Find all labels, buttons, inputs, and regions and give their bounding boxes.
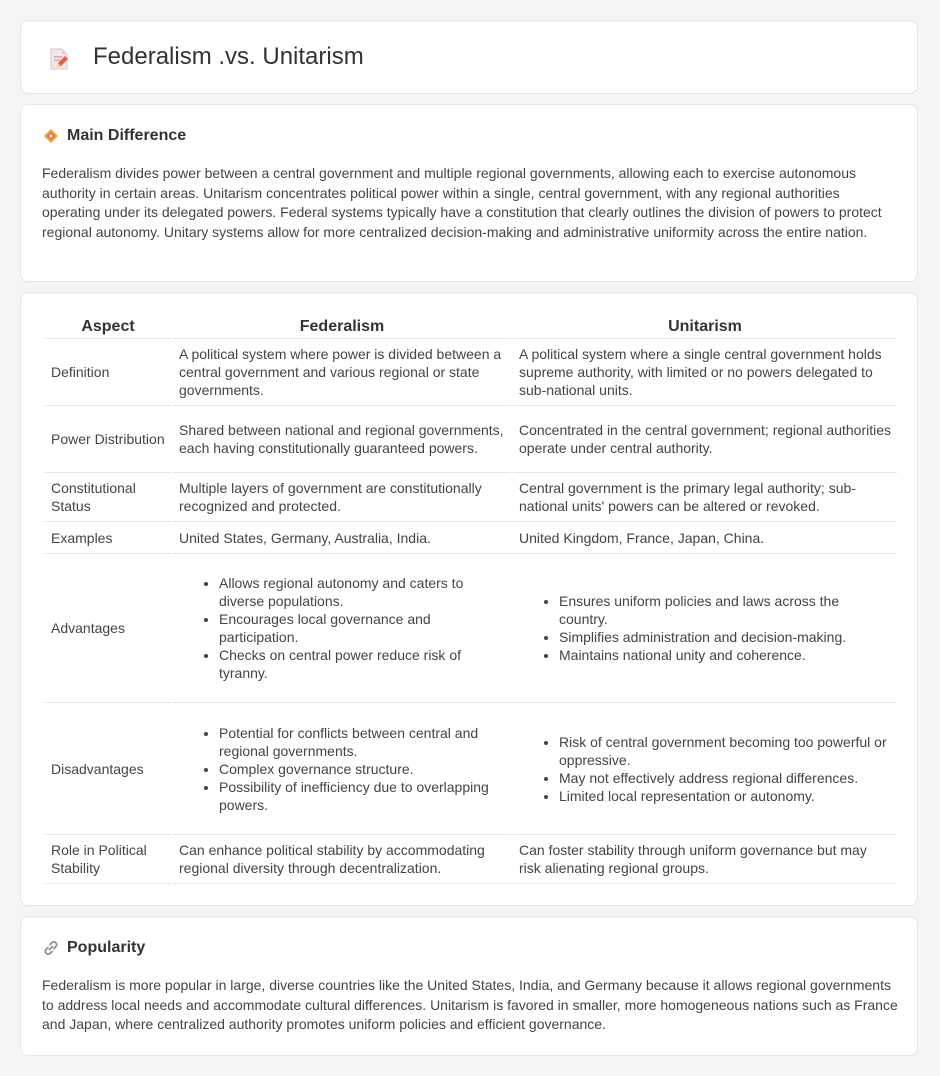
list-item: • Maintains national unity and coherence.: [559, 646, 891, 664]
list-item: • Encourages local governance and participation.: [219, 610, 505, 646]
table-header-row: [45, 316, 897, 339]
row-aspect: Examples: [45, 522, 171, 554]
unitarism-disadvantages-list: [519, 733, 891, 805]
header-federalism: Federalism: [173, 316, 511, 339]
row-aspect: Constitutional Status: [45, 473, 171, 522]
popularity-card: [20, 916, 918, 1056]
table-row-examples: [45, 522, 897, 554]
row-unitarism: Central government is the primary legal authority; sub-national units' powers can be altered or revoked.: [513, 473, 897, 522]
list-item: • Simplifies administration and decision-making.: [559, 628, 891, 646]
row-federalism: Can enhance political stability by accommodating regional diversity through decentralization.: [173, 835, 511, 884]
comparison-table: [43, 316, 899, 884]
row-unitarism: [513, 703, 897, 835]
row-aspect: Definition: [45, 339, 171, 406]
header-aspect: Aspect: [45, 316, 171, 339]
document-edit-icon: [47, 47, 71, 71]
row-federalism: United States, Germany, Australia, India.: [173, 522, 511, 554]
page-title: Federalism .vs. Unitarism: [93, 43, 364, 70]
list-item: • Limited local representation or autonomy.: [559, 787, 891, 805]
main-difference-title: Main Difference: [67, 127, 187, 144]
row-federalism: [173, 554, 511, 703]
header-card: [20, 20, 918, 94]
row-unitarism: [513, 554, 897, 703]
popularity-text: Federalism is more popular in large, diverse countries like the United States, India, and Germany because it allows regional governments to address local needs and accommodate cultural differences. Unitarism is favored in smaller, more homogeneous nations such as France and Japan, where centralized authority promotes uniform policies and efficient governance.: [42, 977, 898, 1033]
row-aspect: Power Distribution: [45, 406, 171, 473]
list-item: • Allows regional autonomy and caters to diverse populations.: [219, 574, 505, 610]
main-difference-card: [20, 104, 918, 282]
row-aspect: Disadvantages: [45, 703, 171, 835]
row-unitarism: Can foster stability through uniform governance but may risk alienating regional groups.: [513, 835, 897, 884]
table-row-power-distribution: [45, 406, 897, 473]
row-federalism: A political system where power is divided between a central government and various regional or state governments.: [173, 339, 511, 406]
list-item: • Ensures uniform policies and laws across the country.: [559, 592, 891, 628]
row-federalism: Shared between national and regional governments, each having constitutionally guaranteed powers.: [173, 406, 511, 473]
federalism-advantages-list: [179, 574, 505, 682]
unitarism-advantages-list: [519, 592, 891, 664]
list-item: • Potential for conflicts between central and regional governments.: [219, 724, 505, 760]
popularity-heading: [43, 939, 145, 957]
main-difference-heading: [43, 127, 186, 145]
diamond-badge-icon: [43, 128, 59, 144]
table-row-definition: [45, 339, 897, 406]
table-row-advantages: [45, 554, 897, 703]
list-item: • Complex governance structure.: [219, 760, 505, 778]
list-item: • May not effectively address regional differences.: [559, 769, 891, 787]
popularity-title: Popularity: [67, 939, 146, 956]
row-aspect: Advantages: [45, 554, 171, 703]
comparison-card: [20, 292, 918, 906]
row-unitarism: Concentrated in the central government; regional authorities operate under central authority.: [513, 406, 897, 473]
list-item: • Risk of central government becoming too powerful or oppressive.: [559, 733, 891, 769]
list-item: • Possibility of inefficiency due to overlapping powers.: [219, 778, 505, 814]
row-unitarism: A political system where a single central government holds supreme authority, with limited or no powers delegated to sub-national units.: [513, 339, 897, 406]
list-item: • Checks on central power reduce risk of tyranny.: [219, 646, 505, 682]
federalism-disadvantages-list: [179, 724, 505, 814]
table-row-political-stability: [45, 835, 897, 884]
row-unitarism: United Kingdom, France, Japan, China.: [513, 522, 897, 554]
link-icon: [43, 940, 59, 956]
row-federalism: Multiple layers of government are constitutionally recognized and protected.: [173, 473, 511, 522]
header-unitarism: Unitarism: [513, 316, 897, 339]
main-difference-text: Federalism divides power between a central government and multiple regional governments, allowing each to exercise autonomous authority in certain areas. Unitarism concentrates political power within a single, central government, with any regional authorities operating under its delegated powers. Federal systems typically have a constitution that clearly outlines the division of powers to protect regional autonomy. Unitary systems allow for more centralized decision-making and administrative uniformity across the entire nation.: [42, 165, 882, 240]
row-aspect: Role in Political Stability: [45, 835, 171, 884]
table-row-disadvantages: [45, 703, 897, 835]
row-federalism: [173, 703, 511, 835]
table-row-constitutional-status: [45, 473, 897, 522]
